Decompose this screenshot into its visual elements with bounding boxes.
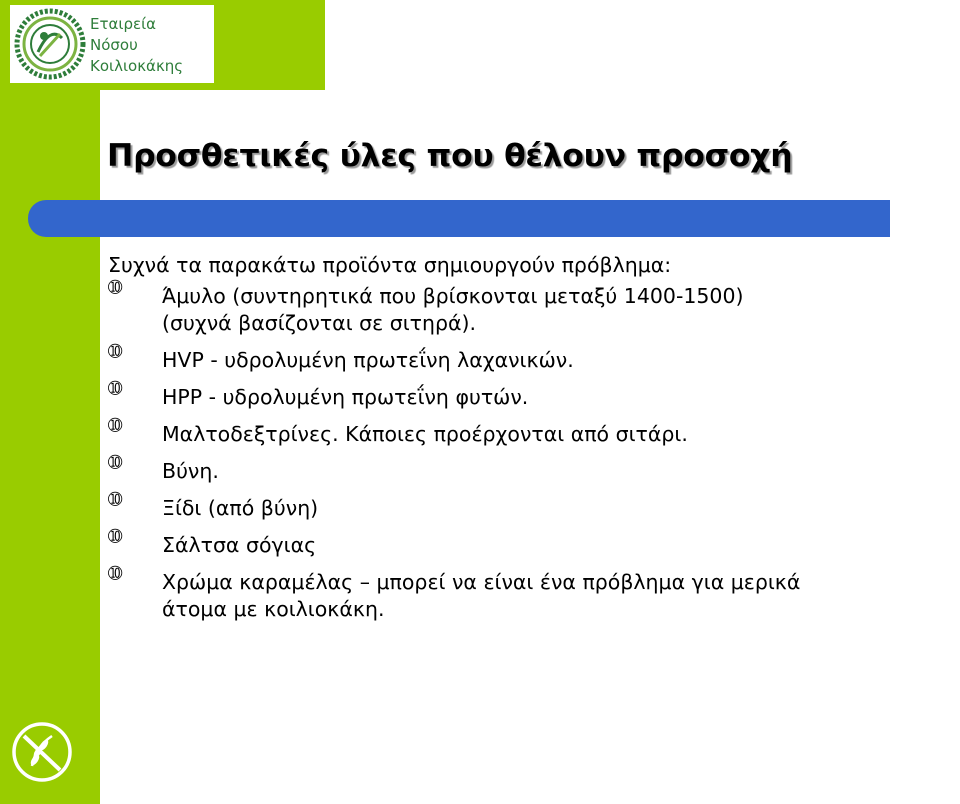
list-item: [108, 278, 960, 337]
list-item: [108, 527, 960, 559]
list-item: [108, 379, 960, 411]
society-name-line-2: Νόσου: [90, 36, 138, 54]
list-item: [108, 564, 960, 623]
list-item-line: Βύνη.: [162, 459, 219, 483]
additives-list: [108, 278, 960, 623]
list-item-line: Ξίδι (από βύνη): [162, 496, 319, 520]
list-item: [108, 416, 960, 448]
list-item-line: Άμυλο (συντηρητικά που βρίσκονται μεταξύ 1400-1500): [162, 284, 744, 308]
crossed-wheat-icon: [10, 720, 74, 784]
circled-ten-bullet-icon: ➉: [108, 527, 123, 547]
list-item-line: Χρώμα καραμέλας – μπορεί να είναι ένα πρόβλημα για μερικά: [162, 570, 801, 594]
list-item: [108, 490, 960, 522]
society-logo: [10, 5, 214, 83]
slide-title: Προσθετικές ύλες που θέλουν προσοχή: [107, 138, 793, 174]
list-item-line: Σάλτσα σόγιας: [162, 533, 317, 557]
list-item: [108, 453, 960, 485]
slide-content: [108, 252, 960, 633]
left-accent-bar: [0, 0, 100, 804]
circled-ten-bullet-icon: ➉: [108, 342, 123, 362]
circled-ten-bullet-icon: ➉: [108, 379, 123, 399]
list-item-line: άτομα με κοιλιοκάκη.: [162, 597, 385, 621]
circled-ten-bullet-icon: ➉: [108, 564, 123, 584]
list-item-line: Μαλτοδεξτρίνες. Κάποιες προέρχονται από σιτάρι.: [162, 422, 688, 446]
list-item: [108, 342, 960, 374]
society-name-line-1: Εταιρεία: [90, 15, 157, 33]
list-item-line: HVP - υδρολυμένη πρωτεΐνη λαχανικών.: [162, 348, 574, 372]
list-item-line: HPP - υδρολυμένη πρωτεΐνη φυτών.: [162, 385, 529, 409]
society-name: [90, 14, 214, 77]
circled-ten-bullet-icon: ➉: [108, 416, 123, 436]
circled-ten-bullet-icon: ➉: [108, 278, 123, 298]
circled-ten-bullet-icon: ➉: [108, 490, 123, 510]
intro-text: Συχνά τα παρακάτω προϊόντα σημιουργούν πρόβλημα:: [108, 253, 672, 277]
society-logo-circle-icon: [14, 8, 86, 80]
society-name-line-3: Κοιλιοκάκης: [90, 57, 184, 75]
list-item-line: (συχνά βασίζονται σε σιτηρά).: [162, 311, 477, 335]
circled-ten-bullet-icon: ➉: [108, 453, 123, 473]
title-underline-bar: [28, 200, 890, 237]
